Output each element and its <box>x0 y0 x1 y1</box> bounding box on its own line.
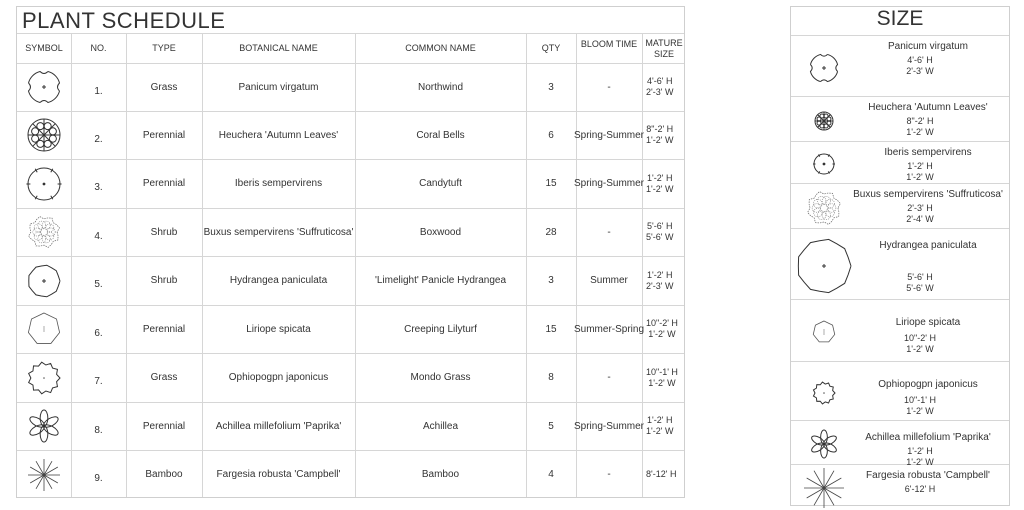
row-mature-size: 8"-2' H 1'-2' W <box>646 124 674 145</box>
row-mature-size: 8'-12' H <box>646 469 677 479</box>
header-qty: QTY <box>541 43 561 53</box>
row-qty: 3 <box>548 275 554 286</box>
size-item-name: Iberis sempervirens <box>884 147 972 158</box>
row-bloom-time: - <box>607 81 611 93</box>
row-bloom-time: - <box>607 372 611 383</box>
clover-circle-icon <box>26 69 62 105</box>
size-item-dimensions: 2'-3' H 2'-4' W <box>906 203 934 224</box>
row-bloom-time: - <box>607 226 611 238</box>
row-common-name: Northwind <box>417 81 464 93</box>
row-common-name: Mondo Grass <box>410 372 471 383</box>
size-item-dimensions: 5'-6' H 5'-6' W <box>906 272 934 293</box>
size-item-name: Liriope spicata <box>895 317 961 328</box>
row-no: 3. <box>94 182 103 193</box>
row-no: 6. <box>94 327 103 339</box>
size-item-name: Buxus sempervirens 'Suffruticosa' <box>853 189 1003 200</box>
row-no: 4. <box>94 230 103 242</box>
cloud-shrub-icon <box>26 214 62 250</box>
notched-circle-icon <box>26 166 62 202</box>
row-botanical-name: Buxus sempervirens 'Suffruticosa' <box>203 226 354 238</box>
row-bloom-time: - <box>607 469 611 480</box>
size-item-name: Fargesia robusta 'Campbell' <box>866 470 990 481</box>
row-common-name: Candytuft <box>419 178 462 189</box>
row-botanical-name: Liriope spicata <box>246 323 311 335</box>
size-item-dimensions: 4'-6' H 2'-3' W <box>906 55 934 76</box>
header-no: NO. <box>90 43 107 53</box>
row-common-name: Achillea <box>422 420 459 432</box>
row-botanical-name: Fargesia robusta 'Campbell' <box>216 469 341 480</box>
row-no: 1. <box>94 85 103 97</box>
row-type: Bamboo <box>145 469 183 480</box>
heptagon-icon <box>26 311 62 347</box>
row-common-name: Boxwood <box>419 226 462 238</box>
row-type: Perennial <box>142 178 186 189</box>
row-mature-size: 10"-2' H 1'-2' W <box>646 318 678 339</box>
row-type: Perennial <box>142 129 186 141</box>
size-item-dimensions: 1'-2' H 1'-2' W <box>906 161 934 182</box>
row-qty: 8 <box>548 372 554 383</box>
row-mature-size: 1'-2' H 1'-2' W <box>646 415 674 436</box>
row-no: 8. <box>94 424 103 436</box>
row-mature-size: 5'-6' H 5'-6' W <box>646 221 674 242</box>
row-type: Perennial <box>142 323 186 335</box>
row-botanical-name: Heuchera 'Autumn Leaves' <box>218 129 339 141</box>
row-botanical-name: Iberis sempervirens <box>234 178 323 189</box>
row-qty: 28 <box>545 226 557 238</box>
row-qty: 4 <box>548 469 554 480</box>
row-type: Grass <box>150 81 178 93</box>
size-legend-panel <box>790 6 1010 506</box>
row-no: 2. <box>94 133 103 145</box>
row-type: Shrub <box>150 275 178 286</box>
row-mature-size: 4'-6' H 2'-3' W <box>646 76 674 97</box>
header-symbol: SYMBOL <box>25 43 63 53</box>
row-qty: 3 <box>548 81 554 93</box>
row-no: 9. <box>94 473 103 484</box>
size-item-dimensions: 6'-12' H <box>904 484 936 494</box>
header-type: TYPE <box>152 43 176 53</box>
size-item-dimensions: 1'-2' H 1'-2' W <box>906 446 934 467</box>
row-botanical-name: Achillea millefolium 'Paprika' <box>215 420 342 432</box>
row-bloom-time: Summer-Spring <box>573 323 645 335</box>
size-item-name: Ophiopogpn japonicus <box>878 379 978 390</box>
row-bloom-time: Spring-Summer <box>573 178 645 189</box>
row-no: 7. <box>94 376 103 387</box>
size-item-dimensions: 8"-2' H 1'-2' W <box>906 116 934 137</box>
row-common-name: Bamboo <box>421 469 460 480</box>
row-bloom-time: Spring-Summer <box>573 129 645 141</box>
row-bloom-time: Spring-Summer <box>573 420 645 432</box>
row-qty: 6 <box>548 129 554 141</box>
size-item-dimensions: 10"-1' H 1'-2' W <box>904 395 936 416</box>
row-mature-size: 10"-1' H 1'-2' W <box>646 366 678 388</box>
schedule-title: PLANT SCHEDULE <box>22 8 226 33</box>
header-mature-size: MATURE SIZE <box>645 37 683 59</box>
row-botanical-name: Hydrangea paniculata <box>229 275 328 286</box>
segmented-circle-icon <box>26 117 62 153</box>
header-bloom-time: BLOOM TIME <box>580 39 638 49</box>
row-common-name: 'Limelight' Panicle Hydrangea <box>374 275 507 286</box>
size-item-name: Achillea millefolium 'Paprika' <box>865 432 991 443</box>
starburst-icon <box>26 457 62 493</box>
row-qty: 15 <box>545 178 557 189</box>
size-title: SIZE <box>876 7 924 30</box>
row-qty: 15 <box>545 323 557 335</box>
row-type: Shrub <box>150 226 178 238</box>
serrated-circle-icon <box>26 360 62 396</box>
row-botanical-name: Ophiopogpn japonicus <box>228 372 329 383</box>
row-mature-size: 1'-2' H 1'-2' W <box>646 172 674 194</box>
wavy-circle-icon <box>26 263 62 299</box>
header-common-name: COMMON NAME <box>405 43 476 53</box>
row-botanical-name: Panicum virgatum <box>238 81 319 93</box>
header-botanical-name: BOTANICAL NAME <box>239 43 318 53</box>
flower-petals-icon <box>26 408 62 444</box>
row-type: Perennial <box>142 420 186 432</box>
row-type: Grass <box>150 372 178 383</box>
row-common-name: Creeping Lilyturf <box>404 323 477 335</box>
row-common-name: Coral Bells <box>416 129 465 141</box>
row-bloom-time: Summer <box>590 275 628 286</box>
row-no: 5. <box>94 279 103 290</box>
size-item-dimensions: 10"-2' H 1'-2' W <box>904 333 936 354</box>
plant-schedule-table <box>16 6 685 498</box>
row-mature-size: 1'-2' H 2'-3' W <box>646 269 674 291</box>
size-item-name: Heuchera 'Autumn Leaves' <box>868 102 988 113</box>
size-item-name: Hydrangea paniculata <box>879 240 977 251</box>
row-qty: 5 <box>548 420 554 432</box>
size-item-name: Panicum virgatum <box>887 41 969 52</box>
